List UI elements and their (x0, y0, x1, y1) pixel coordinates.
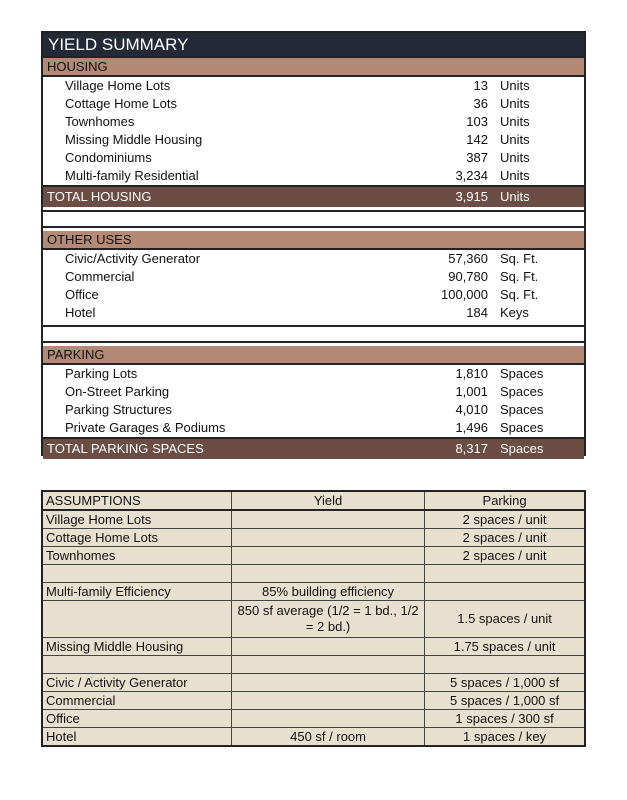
assumption-cell: Civic / Activity Generator (42, 674, 231, 692)
parking-cell: 2 spaces / unit (425, 547, 585, 565)
parking-heading: PARKING (43, 346, 584, 365)
assumption-cell: Multi-family Efficiency (42, 583, 231, 601)
yield-cell: 850 sf average (1/2 = 1 bd., 1/2 = 2 bd.) (231, 601, 424, 638)
row-unit: Units (500, 168, 530, 183)
row-unit: Units (500, 150, 530, 165)
table-row (42, 565, 585, 583)
parking-rows (43, 365, 584, 437)
total-label: TOTAL PARKING SPACES (47, 441, 204, 456)
row-label: Village Home Lots (65, 78, 171, 93)
row-label: Civic/Activity Generator (65, 251, 201, 266)
row-unit: Units (500, 96, 530, 111)
assumption-cell (42, 601, 231, 638)
row-value: 13 (473, 78, 488, 93)
parking-row (43, 365, 584, 383)
row-unit: Keys (500, 305, 529, 320)
total-unit: Spaces (500, 441, 544, 456)
assumption-cell (42, 565, 231, 583)
housing-row (43, 167, 584, 185)
table-row (42, 583, 585, 601)
row-value: 184 (466, 305, 488, 320)
assumptions-header-row (42, 491, 585, 510)
row-label: Townhomes (65, 114, 135, 129)
row-unit: Spaces (500, 420, 544, 435)
row-value: 36 (473, 96, 488, 111)
row-unit: Sq. Ft. (500, 287, 539, 302)
row-value: 1,496 (455, 420, 488, 435)
total-value: 3,915 (455, 189, 488, 204)
parking-cell: 2 spaces / unit (425, 529, 585, 547)
parking-cell: 1.5 spaces / unit (425, 601, 585, 638)
total-parking-row (43, 437, 584, 459)
other-uses-row (43, 304, 584, 322)
total-value: 8,317 (455, 441, 488, 456)
row-value: 90,780 (448, 269, 488, 284)
total-housing-row (43, 185, 584, 207)
row-label: Parking Lots (65, 366, 138, 381)
yield-header: Yield (231, 491, 424, 510)
table-row (42, 656, 585, 674)
parking-row (43, 419, 584, 437)
row-label: Multi-family Residential (65, 168, 199, 183)
housing-heading: HOUSING (43, 58, 584, 77)
parking-row (43, 383, 584, 401)
yield-cell (231, 692, 424, 710)
row-unit: Units (500, 114, 530, 129)
table-row (42, 674, 585, 692)
section-spacer (43, 325, 584, 343)
total-unit: Units (500, 189, 530, 204)
row-unit: Spaces (500, 402, 544, 417)
row-value: 4,010 (455, 402, 488, 417)
row-label: Condominiums (65, 150, 152, 165)
parking-cell: 1 spaces / key (425, 728, 585, 747)
other-uses-row (43, 286, 584, 304)
parking-cell: 1.75 spaces / unit (425, 638, 585, 656)
other-uses-row (43, 250, 584, 268)
yield-cell (231, 510, 424, 529)
table-row (42, 547, 585, 565)
table-row (42, 510, 585, 529)
yield-cell (231, 547, 424, 565)
yield-cell (231, 656, 424, 674)
assumption-cell: Commercial (42, 692, 231, 710)
assumption-cell: Village Home Lots (42, 510, 231, 529)
parking-row (43, 401, 584, 419)
housing-rows (43, 77, 584, 185)
other-uses-rows (43, 250, 584, 322)
row-label: Parking Structures (65, 402, 172, 417)
row-value: 1,810 (455, 366, 488, 381)
row-value: 142 (466, 132, 488, 147)
row-value: 103 (466, 114, 488, 129)
yield-cell (231, 638, 424, 656)
other-uses-heading: OTHER USES (43, 231, 584, 250)
parking-cell (425, 565, 585, 583)
table-row (42, 529, 585, 547)
housing-row (43, 95, 584, 113)
yield-cell: 450 sf / room (231, 728, 424, 747)
housing-row (43, 77, 584, 95)
row-label: Cottage Home Lots (65, 96, 178, 111)
row-value: 387 (466, 150, 488, 165)
parking-cell (425, 583, 585, 601)
assumptions-header: ASSUMPTIONS (42, 491, 231, 510)
row-label: Hotel (65, 305, 96, 320)
table-row (42, 692, 585, 710)
parking-cell: 2 spaces / unit (425, 510, 585, 529)
total-label: TOTAL HOUSING (47, 189, 152, 204)
row-unit: Spaces (500, 366, 544, 381)
row-unit: Spaces (500, 384, 544, 399)
row-unit: Sq. Ft. (500, 269, 539, 284)
parking-cell: 1 spaces / 300 sf (425, 710, 585, 728)
yield-cell: 85% building efficiency (231, 583, 424, 601)
assumption-cell: Townhomes (42, 547, 231, 565)
row-value: 1,001 (455, 384, 488, 399)
row-unit: Units (500, 132, 530, 147)
row-label: Missing Middle Housing (65, 132, 203, 147)
assumption-cell: Hotel (42, 728, 231, 747)
yield-cell (231, 674, 424, 692)
parking-cell: 5 spaces / 1,000 sf (425, 692, 585, 710)
housing-row (43, 149, 584, 167)
row-unit: Units (500, 78, 530, 93)
assumption-cell: Office (42, 710, 231, 728)
row-label: Private Garages & Podiums (65, 420, 226, 435)
parking-header: Parking (425, 491, 585, 510)
assumption-cell (42, 656, 231, 674)
table-row (42, 601, 585, 638)
row-label: Office (65, 287, 99, 302)
parking-cell: 5 spaces / 1,000 sf (425, 674, 585, 692)
row-value: 57,360 (448, 251, 488, 266)
row-value: 100,000 (441, 287, 488, 302)
assumption-cell: Missing Middle Housing (42, 638, 231, 656)
row-unit: Sq. Ft. (500, 251, 539, 266)
table-row (42, 710, 585, 728)
housing-row (43, 113, 584, 131)
table-row (42, 638, 585, 656)
parking-cell (425, 656, 585, 674)
yield-cell (231, 565, 424, 583)
row-label: Commercial (65, 269, 135, 284)
yield-summary-table (41, 31, 586, 456)
housing-row (43, 131, 584, 149)
other-uses-row (43, 268, 584, 286)
yield-cell (231, 710, 424, 728)
row-value: 3,234 (455, 168, 488, 183)
section-spacer (43, 210, 584, 228)
assumption-cell: Cottage Home Lots (42, 529, 231, 547)
summary-title: YIELD SUMMARY (43, 33, 584, 58)
assumptions-table (41, 490, 586, 747)
table-row (42, 728, 585, 747)
row-label: On-Street Parking (65, 384, 170, 399)
yield-cell (231, 529, 424, 547)
